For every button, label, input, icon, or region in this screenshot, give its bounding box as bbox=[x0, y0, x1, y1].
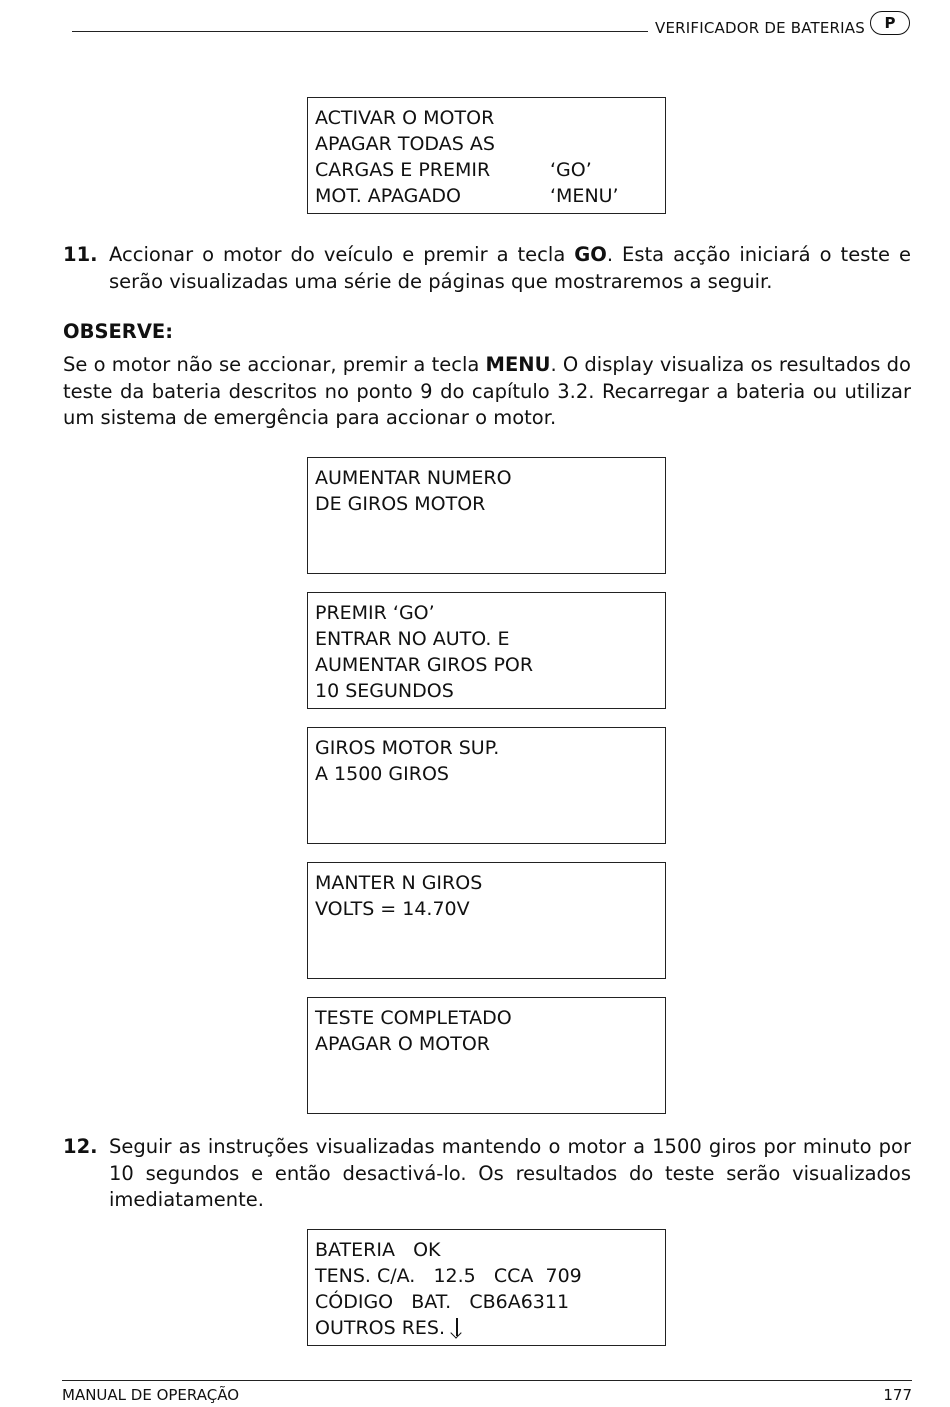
display-line: ENTRAR NO AUTO. E bbox=[315, 628, 510, 650]
note-title: OBSERVE: bbox=[63, 320, 174, 343]
step-text: Seguir as instruções visualizadas mantendo o motor a 1500 giros por minuto por 10 segundos e então desactivá-lo. Os resultados do teste serão visualizados imediatamente. bbox=[109, 1135, 911, 1211]
display-start-engine bbox=[307, 97, 666, 214]
display-line: VOLTS = 14.70V bbox=[315, 898, 470, 920]
display-line: APAGAR TODAS AS bbox=[315, 133, 495, 155]
footer-title: MANUAL DE OPERAÇÃO bbox=[62, 1386, 240, 1404]
key-menu: MENU bbox=[485, 353, 551, 376]
step-number: 11. bbox=[63, 243, 98, 266]
page-footer bbox=[62, 1380, 912, 1404]
display-line: BATERIA OK bbox=[315, 1239, 441, 1261]
step-text: Accionar o motor do veículo e premir a tecla bbox=[109, 243, 575, 266]
display-line: TENS. C/A. 12.5 CCA 709 bbox=[315, 1265, 582, 1287]
display-hold-rpm bbox=[307, 862, 666, 979]
display-line: GIROS MOTOR SUP. bbox=[315, 737, 500, 759]
arrow-down-icon bbox=[451, 1318, 463, 1338]
step-text: . Esta acção iniciará o teste e serão visualizadas uma série de páginas que mostraremos a seguir. bbox=[109, 243, 911, 293]
display-line: DE GIROS MOTOR bbox=[315, 493, 486, 515]
display-line: MANTER N GIROS bbox=[315, 872, 483, 894]
step-number: 12. bbox=[63, 1135, 98, 1158]
note-text bbox=[63, 352, 911, 432]
display-test-complete bbox=[307, 997, 666, 1114]
display-rpm-above bbox=[307, 727, 666, 844]
display-line: 10 SEGUNDOS bbox=[315, 680, 454, 702]
note-text-part: . O display visualiza os resultados do teste da bateria descritos no ponto 9 do capítulo 3.2. Recarregar a bateria ou utilizar um sistema de emergência para accionar o motor. bbox=[63, 353, 911, 429]
display-increase-rpm bbox=[307, 457, 666, 574]
header-rule bbox=[72, 31, 648, 32]
display-press-go bbox=[307, 592, 666, 709]
display-line: AUMENTAR NUMERO bbox=[315, 467, 512, 489]
display-line: PREMIR ‘GO’ bbox=[315, 602, 435, 624]
display-line: CÓDIGO BAT. CB6A6311 bbox=[315, 1291, 570, 1313]
note-text-part: Se o motor não se accionar, premir a tecla bbox=[63, 353, 486, 376]
display-key-go: ‘GO’ bbox=[550, 159, 592, 181]
step-11 bbox=[63, 242, 911, 295]
key-go: GO bbox=[574, 243, 607, 266]
display-line: MOT. APAGADO bbox=[315, 185, 461, 207]
header-title: VERIFICADOR DE BATERIAS bbox=[655, 19, 865, 37]
display-line: TESTE COMPLETADO bbox=[315, 1007, 512, 1029]
page-number: 177 bbox=[883, 1386, 912, 1404]
language-badge: P bbox=[870, 11, 910, 35]
step-12 bbox=[63, 1134, 911, 1214]
display-line: ACTIVAR O MOTOR bbox=[315, 107, 495, 129]
display-line: AUMENTAR GIROS POR bbox=[315, 654, 534, 676]
display-key-menu: ‘MENU’ bbox=[550, 185, 619, 207]
display-line: CARGAS E PREMIR bbox=[315, 159, 491, 181]
display-line: A 1500 GIROS bbox=[315, 763, 449, 785]
page-header bbox=[72, 8, 910, 38]
display-battery-result bbox=[307, 1229, 666, 1346]
display-line: APAGAR O MOTOR bbox=[315, 1033, 490, 1055]
display-line: OUTROS RES. bbox=[315, 1317, 446, 1339]
